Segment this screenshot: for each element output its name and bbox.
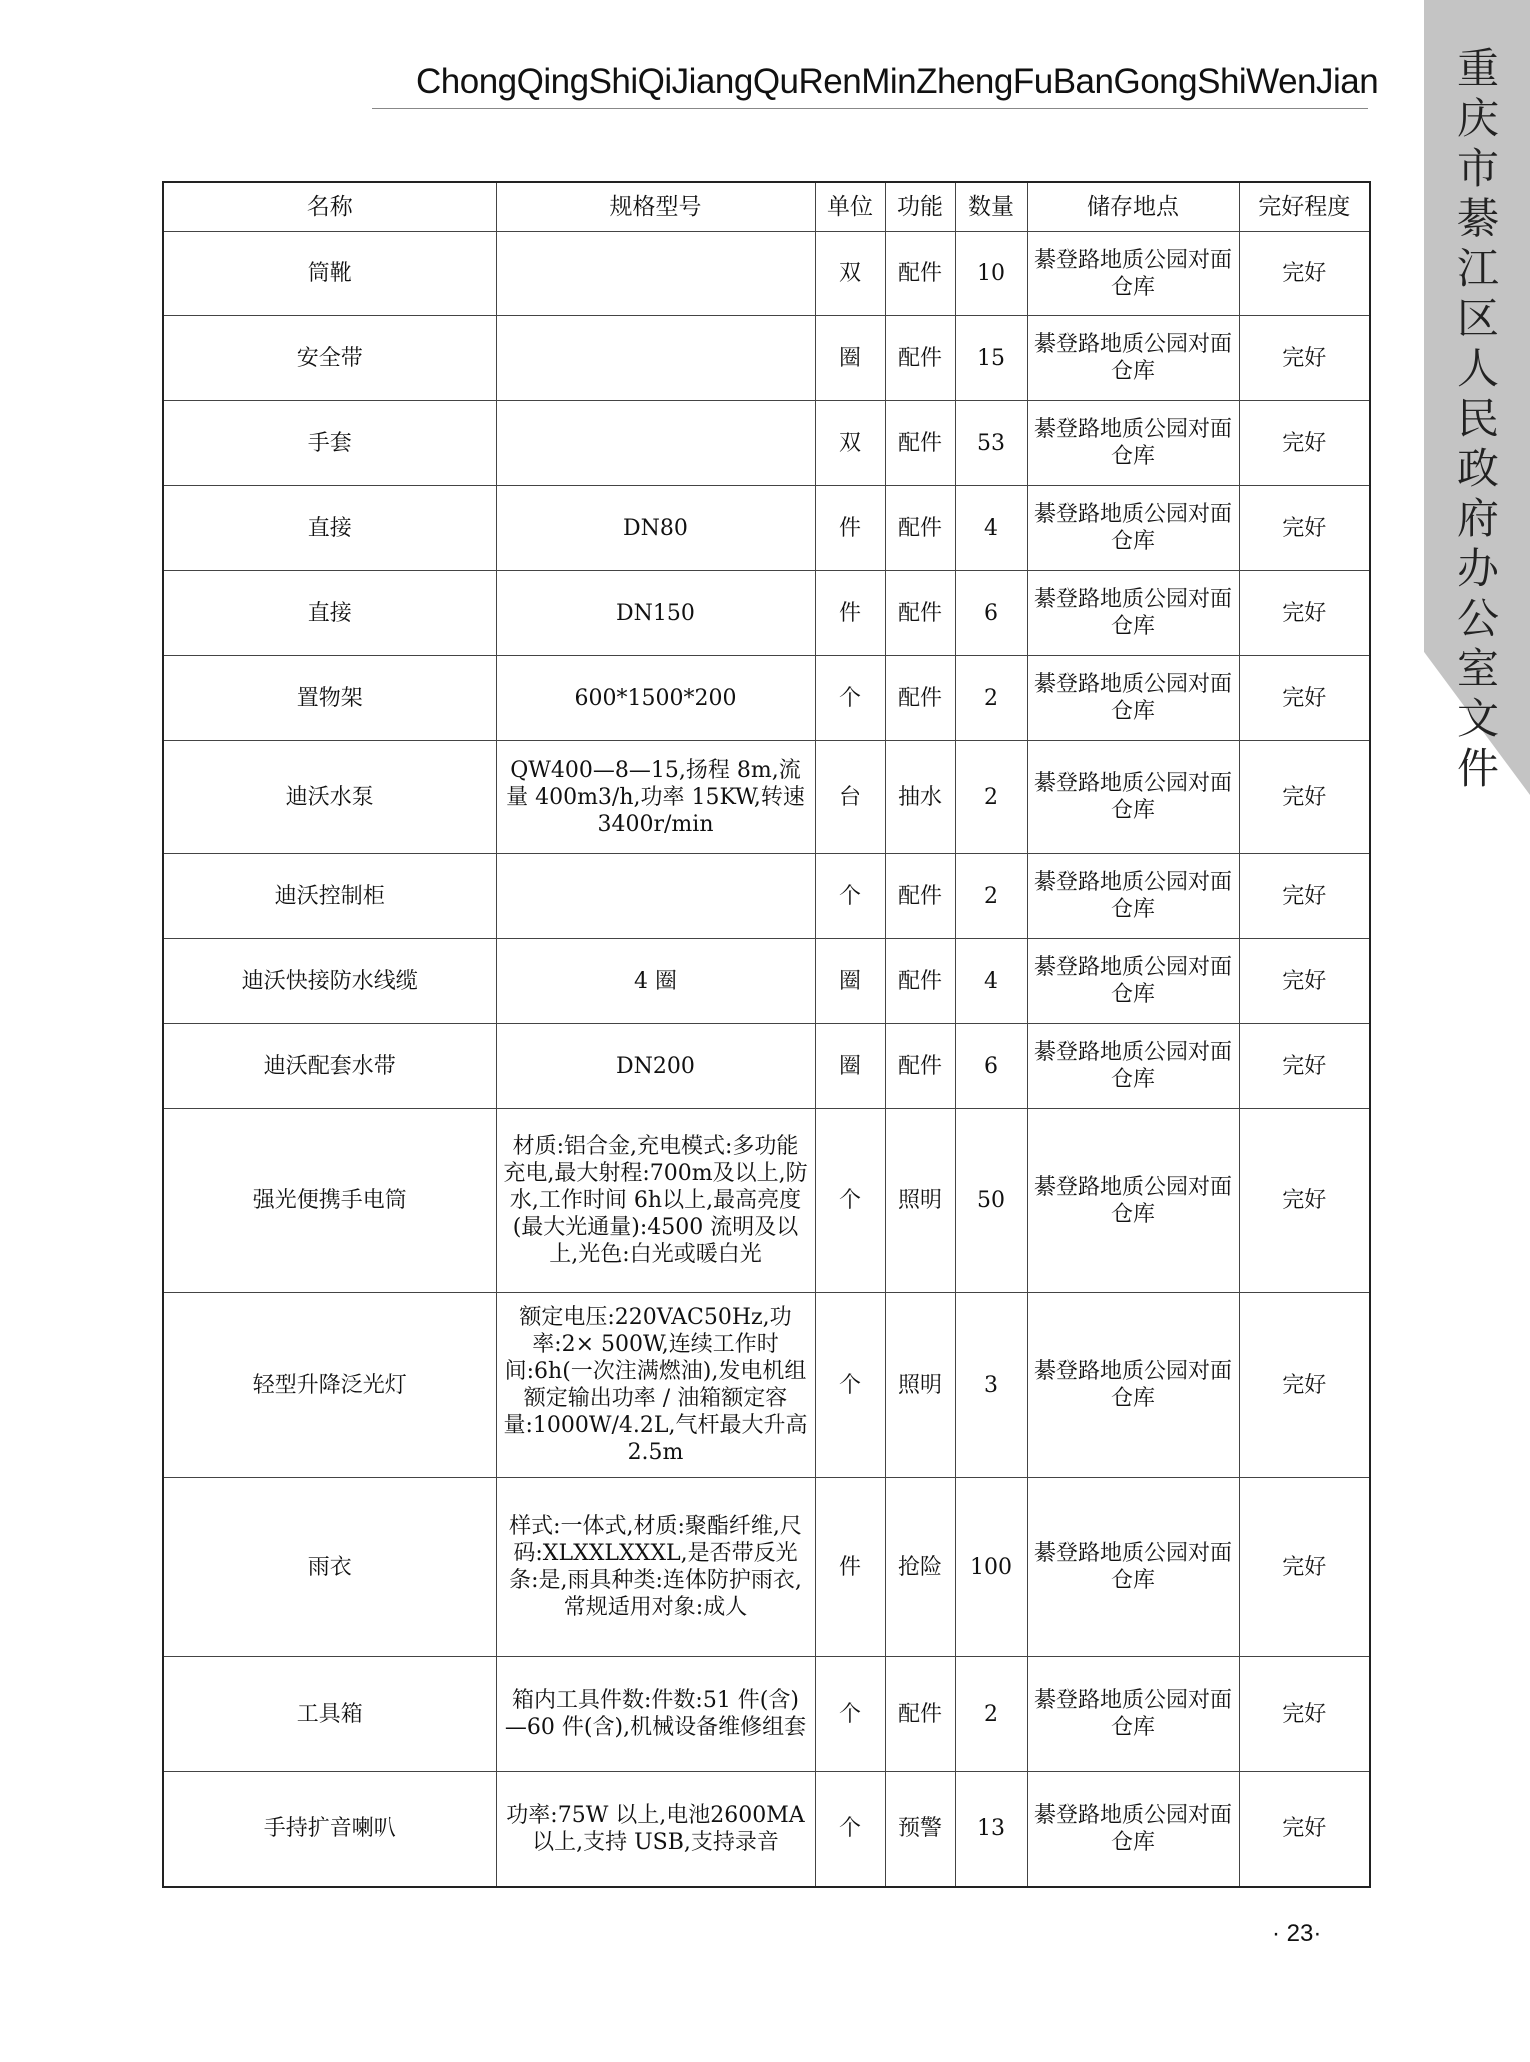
- header-rule: [372, 108, 1368, 109]
- column-header-name: 名称: [163, 182, 496, 232]
- cell-location: 綦登路地质公园对面仓库: [1027, 232, 1239, 316]
- table-row: [163, 741, 1370, 854]
- cell-spec: 材质:铝合金,充电模式:多功能充电,最大射程:700m及以上,防水,工作时间 6h以上,最高亮度(最大光通量):4500 流明及以上,光色:白光或暖白光: [496, 1109, 815, 1293]
- cell-quantity: 4: [955, 939, 1027, 1024]
- cell-location: 綦登路地质公园对面仓库: [1027, 1772, 1239, 1887]
- cell-unit: 个: [815, 656, 885, 741]
- cell-function: 配件: [885, 571, 955, 656]
- inventory-table: [162, 181, 1371, 1888]
- cell-spec: [496, 316, 815, 401]
- cell-quantity: 2: [955, 1657, 1027, 1772]
- cell-condition: 完好: [1239, 1024, 1370, 1109]
- cell-condition: 完好: [1239, 1657, 1370, 1772]
- cell-unit: 件: [815, 1478, 885, 1657]
- cell-quantity: 13: [955, 1772, 1027, 1887]
- page-number: · 23·: [1272, 1920, 1322, 1947]
- cell-quantity: 4: [955, 486, 1027, 571]
- cell-spec: 600*1500*200: [496, 656, 815, 741]
- cell-quantity: 100: [955, 1478, 1027, 1657]
- cell-unit: 个: [815, 854, 885, 939]
- cell-quantity: 6: [955, 1024, 1027, 1109]
- column-header-quantity: 数量: [955, 182, 1027, 232]
- table-row: [163, 656, 1370, 741]
- cell-spec: 样式:一体式,材质:聚酯纤维,尺码:XLXXLXXXL,是否带反光条:是,雨具种类:连体防护雨衣,常规适用对象:成人: [496, 1478, 815, 1657]
- cell-name: 雨衣: [163, 1478, 496, 1657]
- column-header-condition: 完好程度: [1239, 182, 1370, 232]
- cell-name: 轻型升降泛光灯: [163, 1293, 496, 1478]
- column-header-unit: 单位: [815, 182, 885, 232]
- cell-name: 工具箱: [163, 1657, 496, 1772]
- cell-quantity: 2: [955, 854, 1027, 939]
- cell-condition: 完好: [1239, 1478, 1370, 1657]
- cell-spec: DN200: [496, 1024, 815, 1109]
- cell-condition: 完好: [1239, 1109, 1370, 1293]
- table-row: [163, 232, 1370, 316]
- cell-condition: 完好: [1239, 1293, 1370, 1478]
- cell-spec: DN150: [496, 571, 815, 656]
- header-title: ChongQingShiQiJiangQuRenMinZhengFuBanGongShiWenJian: [416, 62, 1379, 101]
- cell-location: 綦登路地质公园对面仓库: [1027, 656, 1239, 741]
- cell-location: 綦登路地质公园对面仓库: [1027, 1657, 1239, 1772]
- cell-name: 置物架: [163, 656, 496, 741]
- table-row: [163, 486, 1370, 571]
- cell-function: 配件: [885, 401, 955, 486]
- cell-name: 迪沃快接防水线缆: [163, 939, 496, 1024]
- cell-function: 照明: [885, 1109, 955, 1293]
- table-row: [163, 1772, 1370, 1887]
- cell-name: 强光便携手电筒: [163, 1109, 496, 1293]
- cell-unit: 台: [815, 741, 885, 854]
- table-row: [163, 1109, 1370, 1293]
- cell-quantity: 2: [955, 656, 1027, 741]
- cell-location: 綦登路地质公园对面仓库: [1027, 486, 1239, 571]
- cell-unit: 个: [815, 1109, 885, 1293]
- cell-spec: 额定电压:220VAC50Hz,功率:2× 500W,连续工作时间:6h(一次注满燃油),发电机组额定输出功率 / 油箱额定容量:1000W/4.2L,气杆最大升高 2.5m: [496, 1293, 815, 1478]
- cell-quantity: 6: [955, 571, 1027, 656]
- cell-function: 抢险: [885, 1478, 955, 1657]
- cell-quantity: 3: [955, 1293, 1027, 1478]
- cell-location: 綦登路地质公园对面仓库: [1027, 741, 1239, 854]
- cell-location: 綦登路地质公园对面仓库: [1027, 401, 1239, 486]
- table-row: [163, 316, 1370, 401]
- table-row: [163, 571, 1370, 656]
- cell-quantity: 2: [955, 741, 1027, 854]
- cell-function: 抽水: [885, 741, 955, 854]
- table-row: [163, 854, 1370, 939]
- cell-spec: [496, 232, 815, 316]
- cell-name: 迪沃控制柜: [163, 854, 496, 939]
- cell-function: 配件: [885, 486, 955, 571]
- column-header-spec: 规格型号: [496, 182, 815, 232]
- cell-condition: 完好: [1239, 741, 1370, 854]
- cell-location: 綦登路地质公园对面仓库: [1027, 1293, 1239, 1478]
- cell-spec: [496, 401, 815, 486]
- cell-name: 安全带: [163, 316, 496, 401]
- cell-spec: 4 圈: [496, 939, 815, 1024]
- cell-location: 綦登路地质公园对面仓库: [1027, 854, 1239, 939]
- table-row: [163, 1293, 1370, 1478]
- cell-quantity: 53: [955, 401, 1027, 486]
- cell-location: 綦登路地质公园对面仓库: [1027, 571, 1239, 656]
- column-header-function: 功能: [885, 182, 955, 232]
- cell-name: 筒靴: [163, 232, 496, 316]
- table-row: [163, 1657, 1370, 1772]
- cell-condition: 完好: [1239, 939, 1370, 1024]
- cell-function: 预警: [885, 1772, 955, 1887]
- cell-condition: 完好: [1239, 401, 1370, 486]
- cell-name: 手套: [163, 401, 496, 486]
- table-header-row: [163, 182, 1370, 232]
- table-body: [163, 232, 1370, 1887]
- table-row: [163, 1478, 1370, 1657]
- cell-function: 配件: [885, 1657, 955, 1772]
- cell-location: 綦登路地质公园对面仓库: [1027, 1024, 1239, 1109]
- cell-unit: 件: [815, 486, 885, 571]
- cell-quantity: 10: [955, 232, 1027, 316]
- cell-function: 照明: [885, 1293, 955, 1478]
- cell-spec: DN80: [496, 486, 815, 571]
- cell-condition: 完好: [1239, 656, 1370, 741]
- cell-spec: [496, 854, 815, 939]
- cell-condition: 完好: [1239, 486, 1370, 571]
- cell-spec: 箱内工具件数:件数:51 件(含)—60 件(含),机械设备维修组套: [496, 1657, 815, 1772]
- cell-location: 綦登路地质公园对面仓库: [1027, 316, 1239, 401]
- cell-quantity: 50: [955, 1109, 1027, 1293]
- cell-unit: 圈: [815, 316, 885, 401]
- table-row: [163, 939, 1370, 1024]
- side-tab-text: 重庆市綦江区人民政府办公室文件: [1456, 44, 1499, 793]
- cell-condition: 完好: [1239, 232, 1370, 316]
- cell-unit: 个: [815, 1772, 885, 1887]
- cell-function: 配件: [885, 1024, 955, 1109]
- cell-condition: 完好: [1239, 316, 1370, 401]
- cell-unit: 圈: [815, 1024, 885, 1109]
- cell-condition: 完好: [1239, 1772, 1370, 1887]
- cell-condition: 完好: [1239, 571, 1370, 656]
- table-row: [163, 401, 1370, 486]
- cell-spec: QW400—8—15,扬程 8m,流量 400m3/h,功率 15KW,转速 3400r/min: [496, 741, 815, 854]
- cell-unit: 双: [815, 401, 885, 486]
- cell-unit: 双: [815, 232, 885, 316]
- cell-unit: 个: [815, 1293, 885, 1478]
- cell-function: 配件: [885, 939, 955, 1024]
- cell-unit: 圈: [815, 939, 885, 1024]
- cell-location: 綦登路地质公园对面仓库: [1027, 939, 1239, 1024]
- cell-location: 綦登路地质公园对面仓库: [1027, 1109, 1239, 1293]
- cell-unit: 个: [815, 1657, 885, 1772]
- cell-location: 綦登路地质公园对面仓库: [1027, 1478, 1239, 1657]
- cell-function: 配件: [885, 316, 955, 401]
- cell-name: 迪沃水泵: [163, 741, 496, 854]
- cell-unit: 件: [815, 571, 885, 656]
- cell-spec: 功率:75W 以上,电池2600MA 以上,支持 USB,支持录音: [496, 1772, 815, 1887]
- cell-name: 直接: [163, 571, 496, 656]
- cell-function: 配件: [885, 232, 955, 316]
- cell-name: 迪沃配套水带: [163, 1024, 496, 1109]
- cell-function: 配件: [885, 854, 955, 939]
- cell-name: 直接: [163, 486, 496, 571]
- cell-function: 配件: [885, 656, 955, 741]
- column-header-location: 储存地点: [1027, 182, 1239, 232]
- table-row: [163, 1024, 1370, 1109]
- cell-name: 手持扩音喇叭: [163, 1772, 496, 1887]
- cell-condition: 完好: [1239, 854, 1370, 939]
- cell-quantity: 15: [955, 316, 1027, 401]
